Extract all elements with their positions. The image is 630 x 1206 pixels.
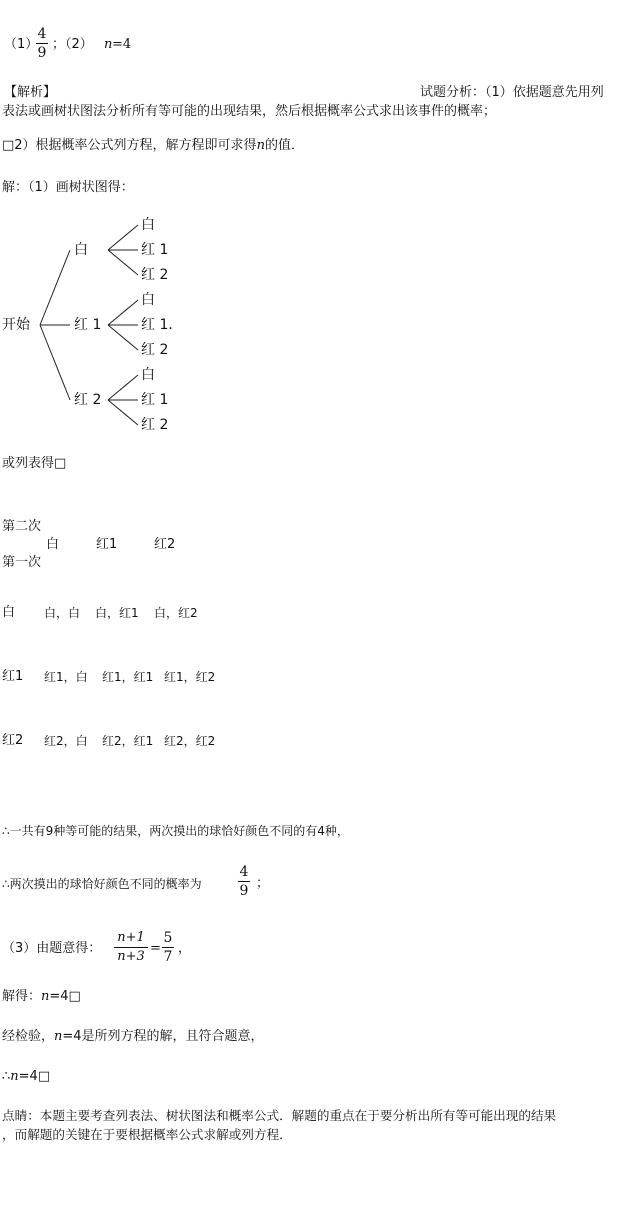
tree-level2-node: 红 2 bbox=[141, 342, 169, 358]
check-post: =4是所列方程的解，且符合题意， bbox=[62, 1029, 264, 1044]
tree-level2-node: 红 1． bbox=[141, 317, 183, 333]
part3-left-fraction bbox=[114, 930, 148, 965]
answer-n-value: =4 bbox=[112, 37, 132, 52]
tree-root: 开始 bbox=[2, 317, 30, 333]
table-cell: 红2，白 bbox=[44, 734, 88, 748]
table-intro: 或列表得□ bbox=[2, 456, 67, 471]
table-cell: 白，红1 bbox=[95, 606, 139, 620]
table-column-header: 红2 bbox=[154, 537, 176, 552]
therefore-post: =4□ bbox=[18, 1069, 51, 1084]
part3-right-numerator: 5 bbox=[163, 930, 173, 946]
table-cell: 红1，白 bbox=[44, 670, 88, 684]
table-header-first: 第一次 bbox=[2, 555, 42, 570]
answer-fraction-numerator: 4 bbox=[37, 26, 47, 42]
therefore-var: n bbox=[10, 1069, 19, 1084]
analysis-heading: 试题分析：（1）依据题意先用列 bbox=[420, 85, 604, 100]
analysis-line-3-var: n bbox=[256, 138, 265, 153]
part3-left-numerator: n+1 bbox=[117, 930, 145, 945]
conclusion-2-numerator: 4 bbox=[239, 864, 249, 880]
comment-line-1: 点睛：本题主要考查列表法、树状图法和概率公式．解题的重点在于要分析出所有等可能出现的结果 bbox=[2, 1108, 557, 1123]
analysis-tag: 【解析】 bbox=[4, 85, 57, 100]
part3-right-fraction bbox=[162, 930, 174, 965]
tree-level2-node: 红 2 bbox=[141, 267, 169, 283]
therefore-line bbox=[2, 1069, 50, 1085]
tree-level1-node: 红 2 bbox=[74, 392, 102, 408]
check-line bbox=[2, 1029, 264, 1045]
answer-separator: ；（2） bbox=[52, 37, 93, 52]
part3-label: （3）由题意得： bbox=[2, 941, 102, 956]
solve-pre: 解得： bbox=[2, 989, 42, 1004]
tree-level1-node: 白 bbox=[74, 242, 88, 258]
tree-level2-node: 白 bbox=[141, 367, 155, 383]
table-cell: 白，白 bbox=[44, 606, 81, 620]
tree-level2-node: 红 2 bbox=[141, 417, 169, 433]
tree-level2-node: 白 bbox=[141, 217, 155, 233]
analysis-line-3-post: 的值． bbox=[264, 138, 304, 153]
table-cell: 红1，红1 bbox=[102, 670, 154, 684]
table-row-label: 红2 bbox=[2, 733, 24, 748]
check-var: n bbox=[54, 1029, 63, 1044]
solve-var: n bbox=[41, 989, 50, 1004]
part3-right-denominator: 7 bbox=[163, 949, 173, 965]
table-cell: 红1，红2 bbox=[164, 670, 216, 684]
table-cell: 红2，红1 bbox=[102, 734, 154, 748]
conclusion-2-text: ∴两次摸出的球恰好颜色不同的概率为 bbox=[2, 877, 202, 891]
conclusion-2-end: ； bbox=[256, 876, 270, 891]
answer-part1-label: （1） bbox=[4, 37, 39, 52]
table-column-header: 白 bbox=[46, 537, 60, 552]
answer-n-var: n bbox=[104, 37, 113, 52]
table-cell: 白，红2 bbox=[154, 606, 198, 620]
tree-level2-node: 白 bbox=[141, 292, 155, 308]
conclusion-2-denominator: 9 bbox=[239, 883, 249, 899]
conclusion-line-1: ∴一共有9种等可能的结果，两次摸出的球恰好颜色不同的有4种， bbox=[2, 824, 349, 838]
answer-fraction bbox=[36, 26, 48, 61]
tree-level2-node: 红 1 bbox=[141, 242, 169, 258]
part3-equals: = bbox=[150, 941, 161, 956]
comment-line-2: ，而解题的关键在于要根据概率公式求解或列方程． bbox=[2, 1127, 292, 1142]
table-row-label: 白 bbox=[2, 605, 16, 620]
therefore-pre: ∴ bbox=[2, 1069, 11, 1084]
analysis-line-2: 表法或画树状图法分析所有等可能的出现结果，然后根据概率公式求出该事件的概率； bbox=[2, 104, 497, 119]
table-cell: 红2，红2 bbox=[164, 734, 216, 748]
tree-level1-node: 红 1 bbox=[74, 317, 102, 333]
analysis-line-3 bbox=[2, 138, 304, 154]
analysis-line-3-pre: □2）根据概率公式列方程，解方程即可求得 bbox=[2, 138, 257, 153]
conclusion-2-fraction bbox=[238, 864, 250, 899]
tree-level2-node: 红 1 bbox=[141, 392, 169, 408]
table-row-label: 红1 bbox=[2, 669, 24, 684]
answer-fraction-denominator: 9 bbox=[37, 45, 47, 61]
part3-left-denominator: n+3 bbox=[117, 949, 145, 964]
table-header-second: 第二次 bbox=[2, 519, 42, 534]
solution-intro: 解：（1）画树状图得： bbox=[2, 180, 134, 195]
solve-line bbox=[2, 989, 81, 1005]
solve-post: =4□ bbox=[49, 989, 81, 1004]
part3-end: ， bbox=[178, 941, 192, 956]
table-column-header: 红1 bbox=[96, 537, 118, 552]
check-pre: 经检验， bbox=[2, 1029, 55, 1044]
